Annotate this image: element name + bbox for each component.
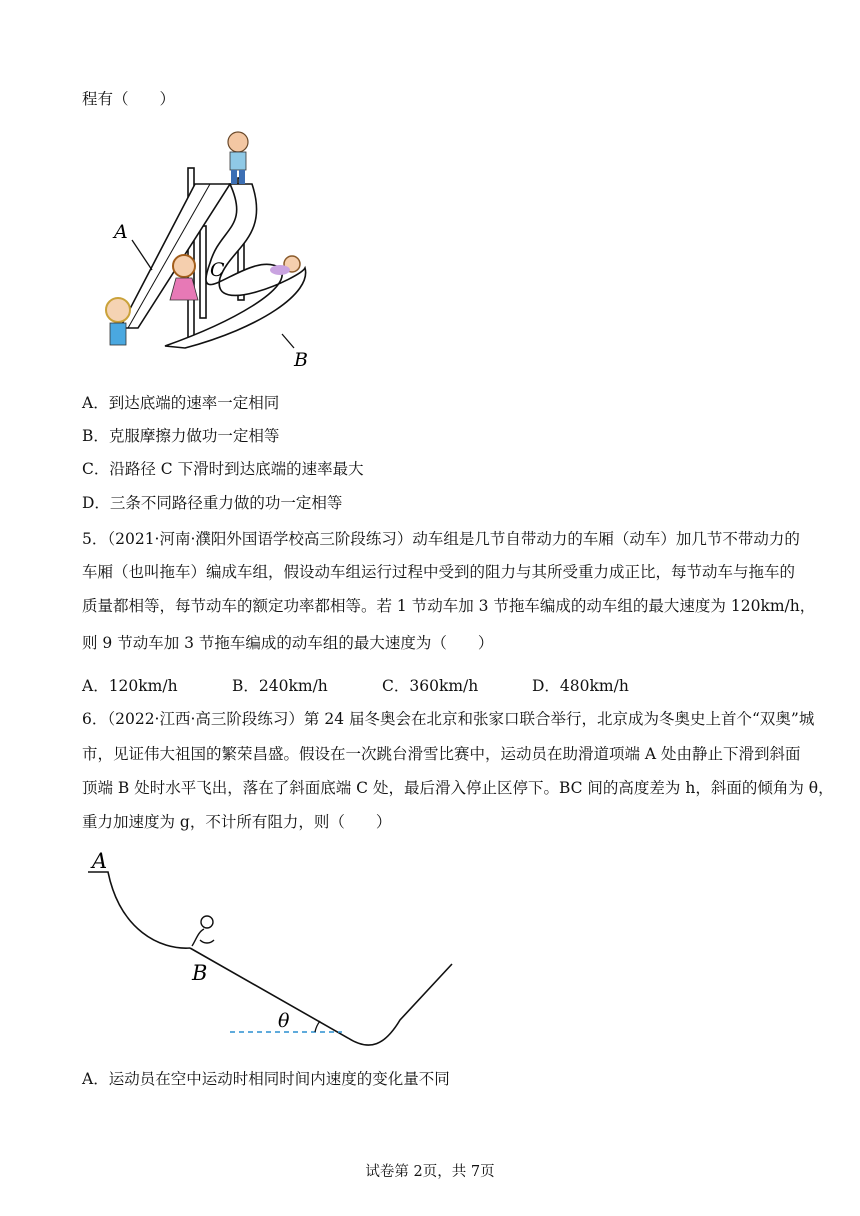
ski-jump-figure <box>80 840 480 1060</box>
q5-option-d: D．480km/h <box>532 677 629 695</box>
q5-line-2: 车厢（也叫拖车）编成车组，假设动车组运行过程中受到的阻力与其所受重力成正比，每节动车与拖车的 <box>82 563 796 581</box>
q4-option-d: D．三条不同路径重力做的功一定相等 <box>82 494 343 512</box>
q5-option-c: C．360km/h <box>382 677 479 695</box>
q6-line-3: 顶端 B 处时水平飞出，落在了斜面底端 C 处，最后滑入停止区停下。BC 间的高度差为 h，斜面的倾角为 θ， <box>82 779 834 797</box>
label-b: B <box>294 349 308 371</box>
q6-line-2: 市，见证伟大祖国的繁荣昌盛。假设在一次跳台滑雪比赛中，运动员在助滑道项端 A 处由静止下滑到斜面 <box>82 745 801 763</box>
label-a: A <box>92 849 108 873</box>
label-b: B <box>192 961 208 985</box>
q5-option-b: B．240km/h <box>232 677 328 695</box>
label-theta: θ <box>278 1010 290 1032</box>
label-a: A <box>114 221 128 243</box>
q6-option-a: A．运动员在空中运动时相同时间内速度的变化量不同 <box>82 1070 450 1088</box>
q4-stem-tail: 程有（ ） <box>82 90 176 108</box>
q4-option-c: C．沿路径 C 下滑时到达底端的速率最大 <box>82 460 364 478</box>
q4-option-a: A．到达底端的速率一定相同 <box>82 394 280 412</box>
q5-line-1: 5．（2021·河南·濮阳外国语学校高三阶段练习）动车组是几节自带动力的车厢（动车）加几节不带动力的 <box>82 530 800 548</box>
q6-line-1: 6．（2022·江西·高三阶段练习）第 24 届冬奥会在北京和张家口联合举行，北京成为冬奥史上首个“双奥”城 <box>82 710 815 728</box>
label-c: C <box>210 259 225 281</box>
q4-option-b: B．克服摩擦力做功一定相等 <box>82 427 280 445</box>
q5-option-a: A．120km/h <box>82 677 178 695</box>
q5-line-3: 质量都相等，每节动车的额定功率都相等。若 1 节动车加 3 节拖车编成的动车组的最大速度为 120km/h， <box>82 597 816 615</box>
q5-line-4: 则 9 节动车加 3 节拖车编成的动车组的最大速度为（ ） <box>82 634 494 652</box>
q6-line-4: 重力加速度为 g，不计所有阻力，则（ ） <box>82 813 392 831</box>
page-footer: 试卷第 2页，共 7页 <box>365 1164 495 1180</box>
slide-figure <box>80 118 340 380</box>
